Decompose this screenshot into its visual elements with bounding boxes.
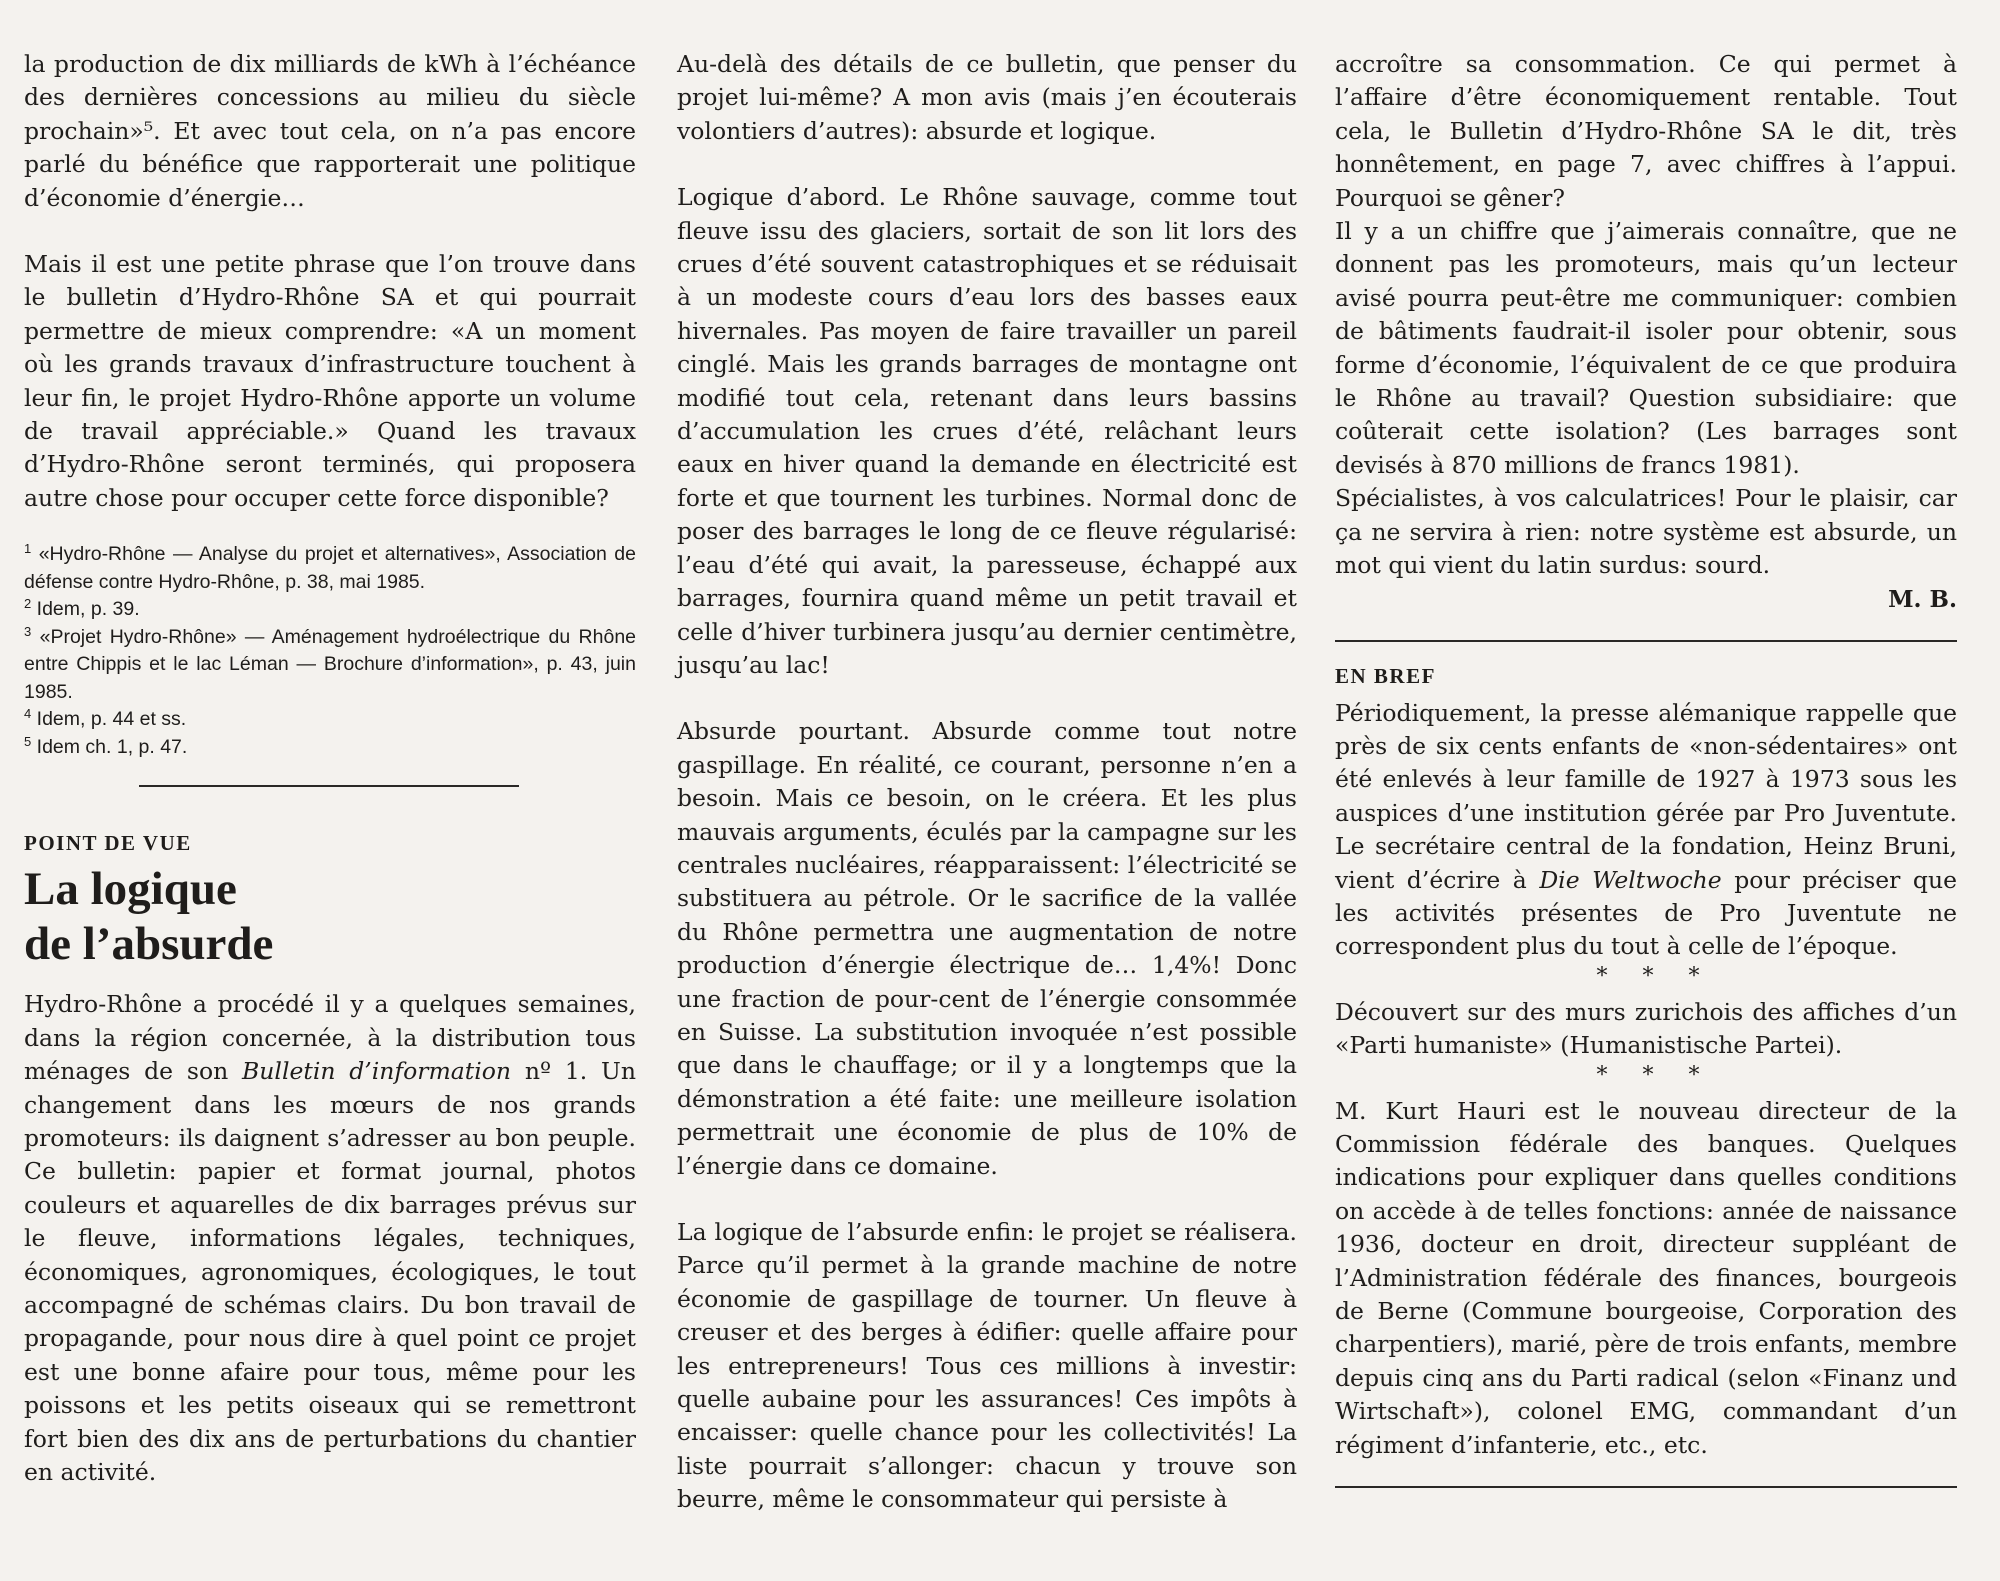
paragraph: Découvert sur des murs zurichois des affiches d’un «Parti humaniste» (Humanistische Partei). <box>1335 997 1957 1060</box>
divider <box>1335 1486 1957 1488</box>
footnote: $^4$ Idem, p. 44 et ss. <box>24 706 187 731</box>
paragraph: Mais il est une petite phrase que l’on trouve dans le bulletin d’Hydro-Rhône SA et qui pourrait permettre de mieux comprendre: «A un moment où les grands travaux d’infrastructure touchent à leur fin, le projet Hydro-Rhône apporte un volume de travail appréciable.» Quand les travaux d’Hydro-Rhône seront terminés, qui proposera autre chose pour occuper cette force disponible? <box>24 250 636 512</box>
paragraph: Logique d’abord. Le Rhône sauvage, comme tout fleuve issu des glaciers, sortait de son lit lors des crues d’été souvent catastrophiques et se réduisait à un modeste cours d’eau lors des basses eaux hivernales. Pas moyen de faire travailler un pareil cinglé. Mais les grands barrages de montagne ont modifié tout cela, retenant dans leurs bassins d’accumulation les crues d’été, relâchant leurs eaux en hiver quand la demande en électricité est forte et que tournent les turbines. Normal donc de poser des barrages le long de ce fleuve régularisé: l’eau d’été qui avait, la paresseuse, échappé aux barrages, fournira quand même un petit travail et celle d’hiver turbinera jusqu’au dernier centimètre, jusqu’au lac! <box>677 183 1297 679</box>
column-middle <box>677 48 1297 1517</box>
article-kicker: POINT DE VUE <box>24 831 192 856</box>
footnote: $^2$ Idem, p. 39. <box>24 596 140 621</box>
paragraph: Absurde pourtant. Absurde comme tout notre gaspillage. En réalité, ce courant, personne n’en a besoin. Mais ce besoin, on le créera. Et les plus mauvais arguments, éculés par la campagne sur les centrales nucléaires, réapparaissent: l’électricité se substituera au pétrole. Or le sacrifice de la vallée du Rhône permettra une augmentation de notre production d’énergie électrique de… 1,4%! Donc une fraction de pour-cent de l’énergie consommée en Suisse. La substitution invoquée n’est possible que dans le chauffage; or il y a longtemps que la démonstration a été faite: une meilleure isolation permettrait une économie de plus de 10% de l’énergie dans ce domaine. <box>677 717 1297 1180</box>
article-headline: La logique de l’absurde <box>24 863 274 971</box>
column-right <box>1335 48 1957 1488</box>
footnote: $^1$ «Hydro-Rhône — Analyse du projet et alternatives», Association de défense contre Hydro-Rhône, p. 38, mai 1985. <box>24 541 636 593</box>
paragraph: Périodiquement, la presse alémanique rappelle que près de six cents enfants de «non-sédentaires» ont été enlevés à leur famille de 1927 à 1973 sous les auspices d’une institution gérée par Pro Juventute. Le secrétaire central de la fondation, Heinz Bruni, vient d’écrire à Die Weltwoche pour préciser que les activités présentes de Pro Juventute ne correspondent plus du tout à celle de l’époque. <box>1335 698 1958 961</box>
paragraph: Il y a un chiffre que j’aimerais connaître, que ne donnent pas les promoteurs, mais qu’un lecteur avisé pourra peut-être me communiquer: combien de bâtiments faudrait-il isoler pour obtenir, sous forme d’économie, l’équivalent de ce que produira le Rhône au travail? Question subsidiaire: que coûterait cette isolation? (Les barrages sont devisés à 870 millions de francs 1981). <box>1335 217 1957 479</box>
paragraph: Hydro-Rhône a procédé il y a quelques semaines, dans la région concernée, à la distribution tous ménages de son Bulletin d’information nº 1. Un changement dans les mœurs de nos grands promoteurs: ils daignent s’adresser au bon peuple. Ce bulletin: papier et format journal, photos couleurs et aquarelles de dix barrages prévus sur le fleuve, informations légales, techniques, économiques, agronomiques, écologiques, le tout accompagné de schémas clairs. Du bon travail de propagande, pour nous dire à quel point ce projet est une bonne afaire pour tous, même pour les poissons et les petits oiseaux qui se remettront fort bien des dix ans de perturbations du chantier en activité. <box>24 990 636 1486</box>
separator-stars: * * * <box>1596 1062 1714 1088</box>
paragraph: La logique de l’absurde enfin: le projet se réalisera. Parce qu’il permet à la grande machine de notre économie de gaspillage de tourner. Un fleuve à creuser et des berges à édifier: quelle affaire pour les entrepreneurs! Tous ces millions à investir: quelle aubaine pour les assurances! Ces impôts à encaisser: quelle chance pour les collectivités! La liste pourrait s’allonger: chacun y trouve son beurre, même le consommateur qui persiste à <box>677 1218 1297 1514</box>
footnotes <box>24 541 636 761</box>
section-heading: EN BREF <box>1335 663 1436 688</box>
paragraph: accroître sa consommation. Ce qui permet à l’affaire d’être économiquement rentable. Tout cela, le Bulletin d’Hydro-Rhône SA le dit, très honnêtement, en page 7, avec chiffres à l’appui. Pourquoi se gêner? <box>1335 50 1957 212</box>
author-signature: M. B. <box>1888 585 1957 613</box>
paragraph: M. Kurt Hauri est le nouveau directeur de la Commission fédérale des banques. Quelques indications pour expliquer dans quelles conditions on accède à de telles fonctions: année de naissance 1936, docteur en droit, directeur suppléant de l’Administration fédérale des finances, bourgeois de Berne (Commune bourgeoise, Corporation des charpentiers), marié, père de trois enfants, membre depuis cinq ans du Parti radical (selon «Finanz und Wirtschaft»), colonel EMG, commandant d’un régiment d’infanterie, etc., etc. <box>1335 1096 1957 1459</box>
column-left <box>24 48 636 1489</box>
paragraph: Au-delà des détails de ce bulletin, que penser du projet lui-même? A mon avis (mais j’en écouterais volontiers d’autres): absurde et logique. <box>677 50 1297 145</box>
footnote: $^5$ Idem ch. 1, p. 47. <box>24 733 188 758</box>
footnote: $^3$ «Projet Hydro-Rhône» — Aménagement hydroélectrique du Rhône entre Chippis et le lac Léman — Brochure d’information», p. 43, juin 1985. <box>24 623 637 703</box>
separator-stars: * * * <box>1596 963 1714 989</box>
paragraph: Spécialistes, à vos calculatrices! Pour le plaisir, car ça ne servira à rien: notre système est absurde, un mot qui vient du latin surdus: sourd. <box>1335 484 1957 580</box>
paragraph: la production de dix milliards de kWh à l’échéance des dernières concessions au milieu du siècle prochain»⁵. Et avec tout cela, on n’a pas encore parlé du bénéfice que rapporterait une politique d’économie d’énergie… <box>24 50 636 212</box>
